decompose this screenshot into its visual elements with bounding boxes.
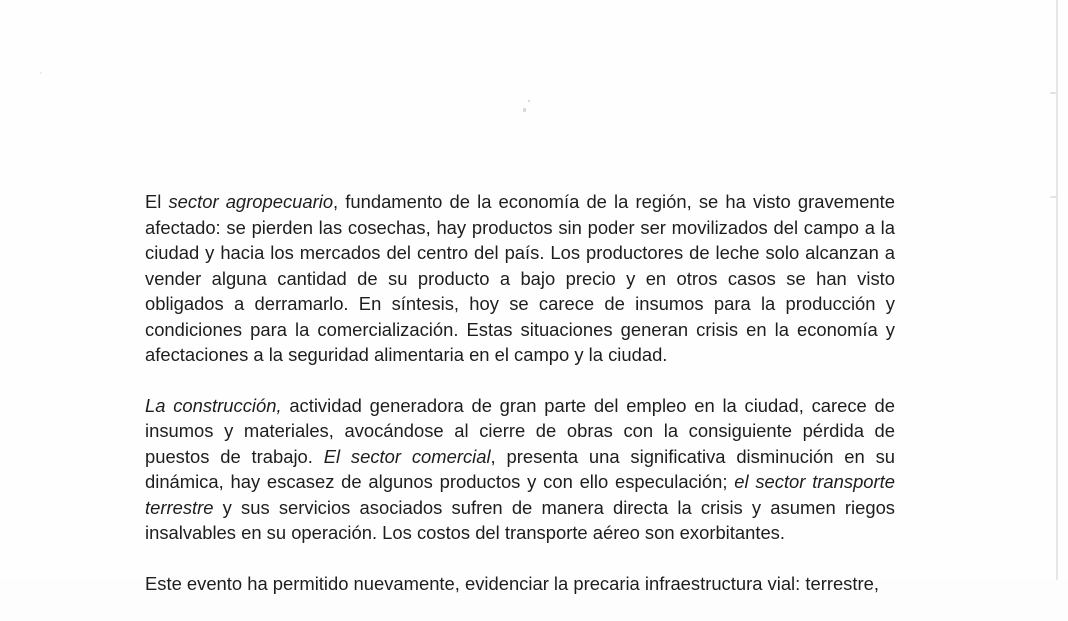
text-segment: y sus servicios asociados sufren de manera directa la crisis y asumen riegos insalvables en su operación. Los costos del transporte aéreo son exorbitantes. xyxy=(145,496,895,543)
paragraph-sector-agropecuario xyxy=(145,189,895,368)
text-segment: , fundamento de la economía de la región, se ha visto gravemente afectado: se pierden las cosechas, hay productos sin poder ser movilizados del campo a la ciudad y hacia los mercados del centro del país. Los productores de leche solo alcanzan a vender alguna cantidad de su producto a bajo precio y en otros casos se han visto obligados a derramarlo. En síntesis, hoy se carece de insumos para la producción y condiciones para la comercialización. Estas situaciones generan crisis en la economía y afectaciones a la seguridad alimentaria en el campo y la ciudad. xyxy=(145,191,895,365)
emphasis-segment: El sector comercial xyxy=(323,445,491,467)
scan-speck xyxy=(40,72,42,74)
scan-speck xyxy=(523,108,526,112)
text-segment: Este evento ha permitido nuevamente, evidenciar la precaria infraestructura vial: terrestre, xyxy=(145,572,879,594)
text-segment: , presenta una significativa disminución en su dinámica, hay escasez de algunos productos y con ello especulación; xyxy=(145,445,895,492)
emphasis-segment: sector agropecuario xyxy=(168,191,334,212)
paragraph-infraestructura xyxy=(145,571,895,597)
document-body xyxy=(145,189,895,621)
scan-speck xyxy=(528,100,530,102)
scan-speck xyxy=(1050,196,1058,198)
emphasis-segment: La construcción, xyxy=(145,394,282,416)
paragraph-construccion xyxy=(145,393,895,546)
scan-edge xyxy=(1056,0,1058,580)
scan-speck xyxy=(1050,92,1056,94)
text-segment: El xyxy=(145,191,169,212)
emphasis-segment: el sector transporte terrestre xyxy=(145,471,895,518)
text-segment: actividad generadora de gran parte del empleo en la ciudad, carece de insumos y materiales, avocándose al cierre de obras con la consiguiente pérdida de puestos de trabajo. xyxy=(145,394,895,467)
